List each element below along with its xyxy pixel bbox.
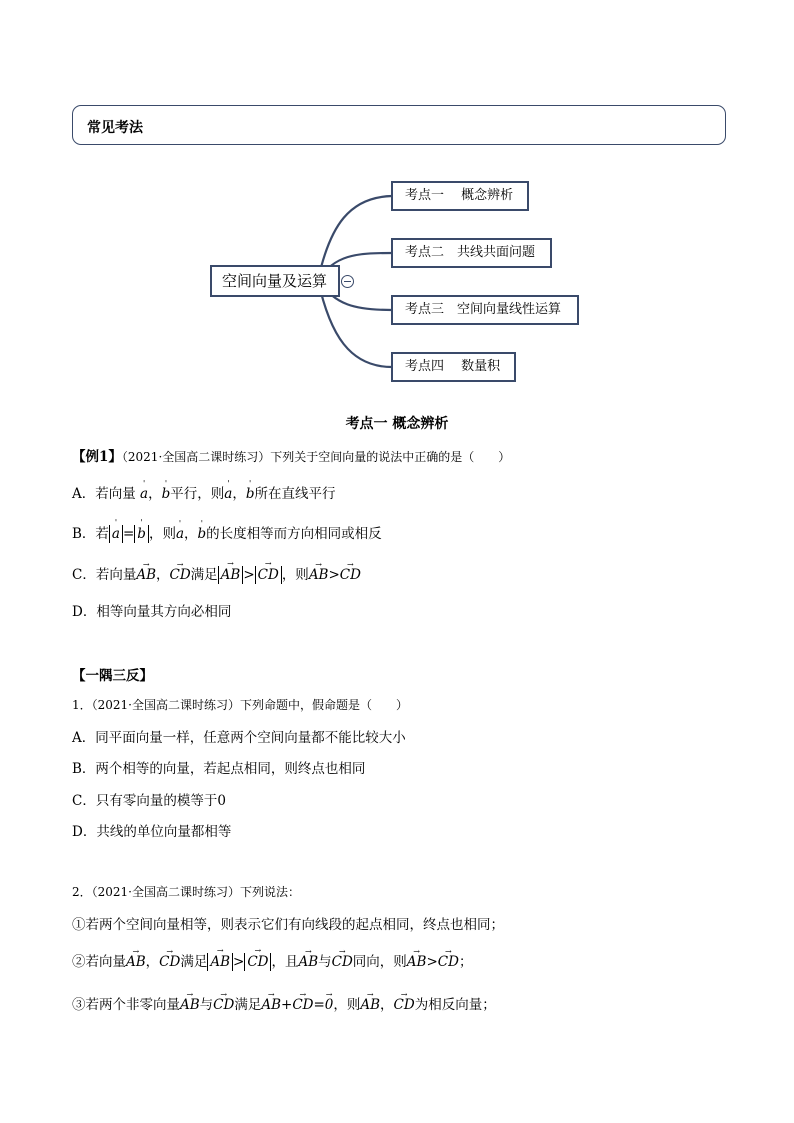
collapse-icon[interactable] [341,275,354,288]
header-box [72,105,726,145]
q1-option-a: A．同平面向量一样，任意两个空间向量都不能比较大小 [72,730,406,746]
example-option-c: C．若向量 → AB， → CD满足 → AB > → CD ，则 → AB> → CD [72,559,361,583]
mindmap-node-1[interactable]: 考点一 概念辨析 [391,181,529,211]
example-option-d: D．相等向量其方向必相同 [72,604,232,620]
q2-statement-2: ②若向量 → AB， → CD满足 → AB > → CD ，且 → AB与 → CD同向，则 → AB> → CD； [72,946,473,970]
mindmap-node-4[interactable]: 考点四 数量积 [391,352,516,382]
mindmap-root[interactable]: 空间向量及运算 [210,265,340,297]
example-label: 【例1】 [72,449,122,465]
q2-statement-3: ③若两个非零向量 → AB与 → CD满足 → AB+ → CD= → 0，则 → AB， → CD为相反向量； [72,990,496,1013]
example-source: （2021·全国高二课时练习） [121,450,271,464]
practice-heading: 【一隅三反】 [72,668,153,684]
vector-ab: → AB [136,560,157,583]
vector-a: ' a [140,479,149,502]
section-title: 考点一 概念辨析 [345,416,449,432]
abs-b: ' b [134,525,149,543]
example-stem [72,445,510,465]
header-title: 常见考法 [87,120,143,136]
mindmap-node-2[interactable]: 考点二 共线共面问题 [391,238,552,268]
example-option-b: B．若 ' a = ' b ，则 ' a， ' b的长度相等而方向相同或相反 [72,518,382,542]
vector-cd: → CD [169,560,191,583]
q1-option-c: C．只有零向量的模等于0 [72,793,226,809]
q1-option-d: D．共线的单位向量都相等 [72,824,232,840]
abs-a: ' a [109,525,123,543]
mindmap-node-3[interactable]: 考点三 空间向量线性运算 [391,295,579,325]
q2-stem: 2．（2021·全国高二课时练习）下列说法： [72,885,300,899]
example-question: 下列关于空间向量的说法中正确的是（ ） [270,450,511,464]
q1-option-b: B．两个相等的向量，若起点相同，则终点也相同 [72,761,366,777]
q1-stem: 1．（2021·全国高二课时练习）下列命题中，假命题是（ ） [72,698,408,712]
example-option-a: A．若向量 ' a， ' b平行，则 ' a， ' b所在直线平行 [72,479,336,502]
q2-statement-1: ①若两个空间向量相等，则表示它们有向线段的起点相同，终点也相同； [72,917,504,933]
vector-b: ' b [161,479,171,502]
